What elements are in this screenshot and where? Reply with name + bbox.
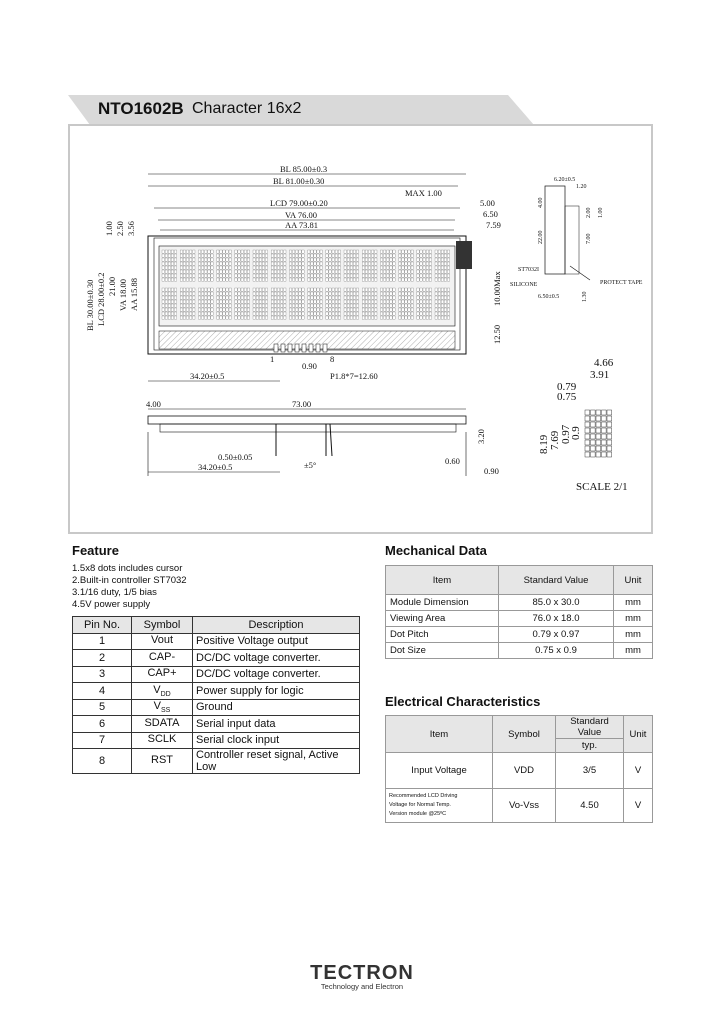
value-header: Standard Value (499, 566, 614, 595)
unit-header: Unit (614, 566, 653, 595)
feature-item: 2.Built-in controller ST7032 (72, 575, 187, 586)
table-row: Viewing Area 76.0 x 18.0 mm (386, 611, 653, 627)
svg-text:PROTECT TAPE: PROTECT TAPE (600, 280, 643, 286)
feature-item: 3.1/16 duty, 1/5 bias (72, 587, 157, 598)
svg-text:0.90: 0.90 (484, 466, 499, 476)
svg-text:3.20: 3.20 (476, 429, 486, 444)
svg-text:±5°: ±5° (304, 460, 317, 470)
svg-text:LCD 79.00±0.20: LCD 79.00±0.20 (270, 198, 328, 208)
typ-header: typ. (556, 739, 624, 753)
svg-text:6.20±0.5: 6.20±0.5 (554, 177, 576, 183)
svg-text:LCD 28.00±0.2: LCD 28.00±0.2 (96, 272, 106, 326)
table-row: 3 CAP+ DC/DC voltage converter. (73, 666, 360, 683)
svg-text:5.00: 5.00 (480, 198, 495, 208)
svg-text:12.50: 12.50 (492, 324, 502, 344)
svg-text:0.9: 0.9 (570, 426, 582, 440)
model-number: NTO1602B (98, 99, 184, 118)
svg-text:1.00: 1.00 (598, 207, 604, 218)
mechanical-table (385, 565, 653, 659)
pixel-detail-grid (585, 410, 612, 457)
table-row: 7 SCLK Serial clock input (73, 732, 360, 749)
symbol-header: Symbol (493, 716, 556, 753)
feature-item: 1.5x8 dots includes cursor (72, 563, 183, 574)
svg-text:BL 30.00±0.30: BL 30.00±0.30 (85, 279, 95, 331)
svg-text:AA 15.88: AA 15.88 (129, 277, 139, 311)
table-row: 6 SDATA Serial input data (73, 716, 360, 733)
svg-text:73.00: 73.00 (292, 399, 312, 409)
svg-text:6.50: 6.50 (483, 209, 498, 219)
svg-text:7.00: 7.00 (586, 233, 592, 244)
feature-title: Feature (72, 543, 119, 558)
svg-text:0.50±0.05: 0.50±0.05 (218, 452, 253, 462)
svg-text:2.00: 2.00 (586, 207, 592, 218)
unit-header: Unit (624, 716, 653, 753)
svg-text:0.75: 0.75 (557, 391, 577, 403)
electrical-title: Electrical Characteristics (385, 694, 541, 709)
svg-text:21.00: 21.00 (107, 276, 117, 296)
item-header: Item (386, 566, 499, 595)
svg-text:8.19: 8.19 (538, 434, 550, 454)
svg-text:0.90: 0.90 (302, 361, 317, 371)
pin-table (72, 616, 360, 774)
scale-label: SCALE 2/1 (576, 481, 628, 493)
table-row: 4 $V_{DD}$ Power supply for logic (73, 683, 360, 700)
svg-text:4.00: 4.00 (538, 197, 544, 208)
item-header: Item (386, 716, 493, 753)
svg-text:8: 8 (330, 354, 335, 364)
table-row: Recommended LCD Driving Voltage for Normal Temp. Version module @25ºC Vo-Vss 4.50 V (386, 789, 653, 823)
svg-text:10.00Max: 10.00Max (492, 271, 502, 306)
svg-text:AA 73.81: AA 73.81 (285, 220, 319, 230)
std-value-header: Standard Value (556, 716, 624, 739)
svg-text:1: 1 (270, 354, 275, 364)
table-row: 1 Vout Positive Voltage output (73, 633, 360, 650)
svg-text:6.50±0.5: 6.50±0.5 (538, 294, 560, 300)
table-row: Input Voltage VDD 3/5 V (386, 753, 653, 789)
svg-text:0.97: 0.97 (560, 424, 572, 444)
svg-text:3.56: 3.56 (126, 221, 136, 236)
svg-text:34.20±0.5: 34.20±0.5 (190, 371, 225, 381)
svg-text:SILICONE: SILICONE (510, 282, 538, 288)
feature-list (72, 563, 187, 611)
mechanical-title: Mechanical Data (385, 543, 487, 558)
table-row: 2 CAP- DC/DC voltage converter. (73, 650, 360, 667)
table-row: Module Dimension 85.0 x 30.0 mm (386, 595, 653, 611)
svg-text:3.91: 3.91 (590, 369, 610, 381)
brand-tagline: Technology and Electron (320, 982, 404, 991)
drawing-svg (70, 126, 651, 532)
svg-text:0.79: 0.79 (557, 381, 577, 393)
pin-header: Pin No. (73, 617, 132, 634)
svg-text:1.00: 1.00 (104, 221, 114, 236)
svg-text:1.20: 1.20 (576, 184, 587, 190)
table-row: 8 RST Controller reset signal, Active Low (73, 749, 360, 774)
svg-text:34.20±0.5: 34.20±0.5 (198, 462, 233, 472)
electrical-table (385, 715, 653, 823)
model-subtitle: Character 16x2 (192, 100, 302, 117)
svg-text:ST7032I: ST7032I (518, 267, 539, 273)
table-row: Dot Size 0.75 x 0.9 mm (386, 643, 653, 659)
table-row: Dot Pitch 0.79 x 0.97 mm (386, 627, 653, 643)
technical-drawing (68, 124, 653, 534)
svg-text:MAX 1.00: MAX 1.00 (405, 188, 442, 198)
brand-logo (300, 962, 424, 991)
svg-text:7.69: 7.69 (549, 430, 561, 450)
svg-text:7.59: 7.59 (486, 220, 501, 230)
svg-text:BL 85.00±0.3: BL 85.00±0.3 (280, 164, 328, 174)
table-row: 5 $V_{SS}$ Ground (73, 699, 360, 716)
feature-item: 4.5V power supply (72, 599, 151, 610)
svg-text:0.60: 0.60 (445, 456, 460, 466)
brand-name: TECTRON (310, 962, 414, 984)
svg-text:4.00: 4.00 (146, 399, 161, 409)
symbol-header: Symbol (132, 617, 193, 634)
description-header: Description (193, 617, 360, 634)
svg-text:4.66: 4.66 (594, 357, 614, 369)
svg-text:2.50: 2.50 (115, 221, 125, 236)
svg-text:P1.8*7=12.60: P1.8*7=12.60 (330, 371, 378, 381)
svg-text:BL 81.00±0.30: BL 81.00±0.30 (273, 176, 325, 186)
svg-text:1.30: 1.30 (582, 291, 588, 302)
svg-text:VA 76.00: VA 76.00 (285, 210, 317, 220)
svg-text:22.00: 22.00 (538, 230, 544, 244)
svg-text:VA 18.00: VA 18.00 (118, 279, 128, 311)
